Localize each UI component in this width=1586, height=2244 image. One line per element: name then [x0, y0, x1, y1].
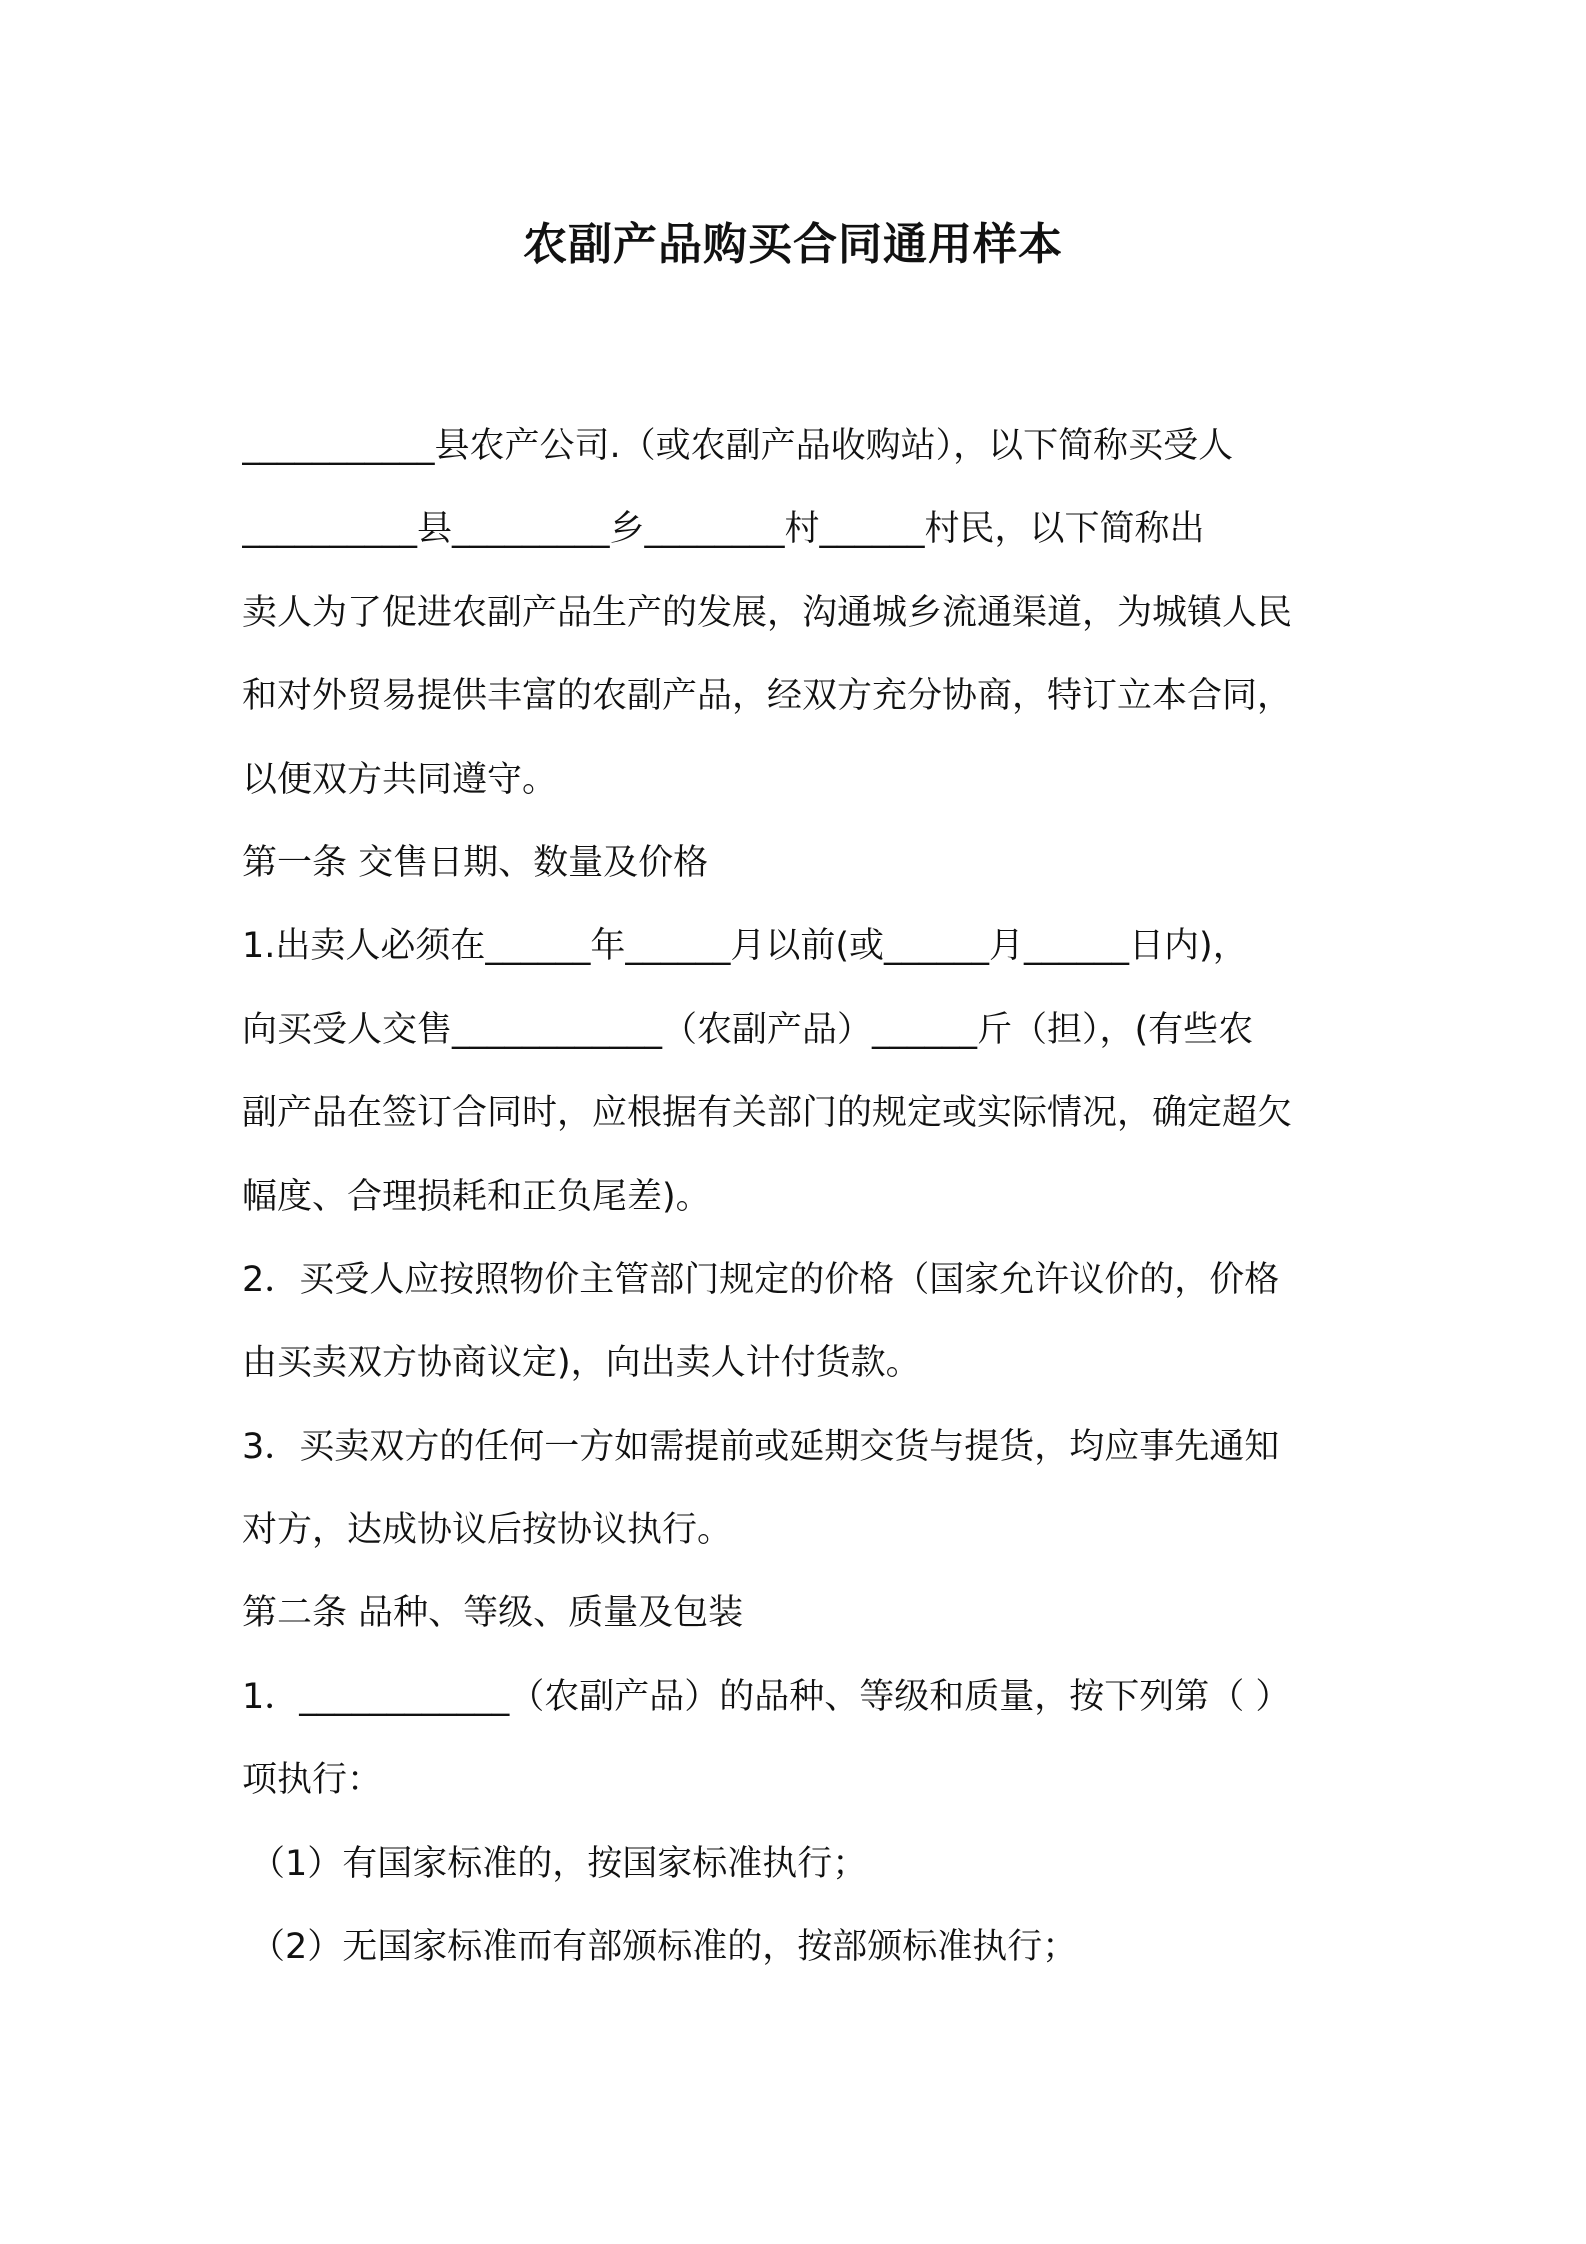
document-title: 农副产品购买合同通用样本: [523, 219, 1063, 270]
text-line: 项执行：: [242, 1760, 383, 1801]
text-line: 对方，达成协议后按协议执行。: [242, 1510, 733, 1551]
text-line: 2．买受人应按照物价主管部门规定的价格（国家允许议价的，价格: [242, 1259, 1280, 1300]
document-body: [242, 405, 1362, 1989]
text-line: 幅度、合理损耗和正负尾差)。: [242, 1176, 711, 1217]
text-line: 卖人为了促进农副产品生产的发展，沟通城乡流通渠道，为城镇人民: [242, 592, 1293, 633]
text-line: 3．买卖双方的任何一方如需提前或延期交货与提货，均应事先通知: [242, 1426, 1280, 1467]
list-item: （2）无国家标准而有部颁标准的，按部颁标准执行；: [250, 1927, 1078, 1968]
text-line: 1．____________（农副产品）的品种、等级和质量，按下列第（ ）: [242, 1676, 1291, 1717]
text-line: __________县_________乡________村______村民，以下简称出: [242, 509, 1205, 550]
text-line: 副产品在签订合同时，应根据有关部门的规定或实际情况，确定超欠: [242, 1093, 1293, 1134]
text-line: 1.出卖人必须在______年______月以前(或______月______日内)，: [242, 926, 1248, 967]
text-line: 向买受人交售____________（农副产品）______斤（担），(有些农: [242, 1009, 1254, 1050]
list-item: （1）有国家标准的，按国家标准执行；: [250, 1843, 868, 1884]
article-heading: 第一条 交售日期、数量及价格: [242, 842, 709, 883]
text-line: ___________县农产公司.（或农副产品收购站），以下简称买受人: [242, 426, 1234, 466]
text-line: 和对外贸易提供丰富的农副产品，经双方充分协商，特订立本合同，: [242, 676, 1293, 717]
text-line: 由买卖双方协商议定)，向出卖人计付货款。: [242, 1343, 921, 1384]
text-line: 以便双方共同遵守。: [242, 759, 558, 800]
article-heading: 第二条 品种、等级、质量及包装: [242, 1593, 744, 1634]
